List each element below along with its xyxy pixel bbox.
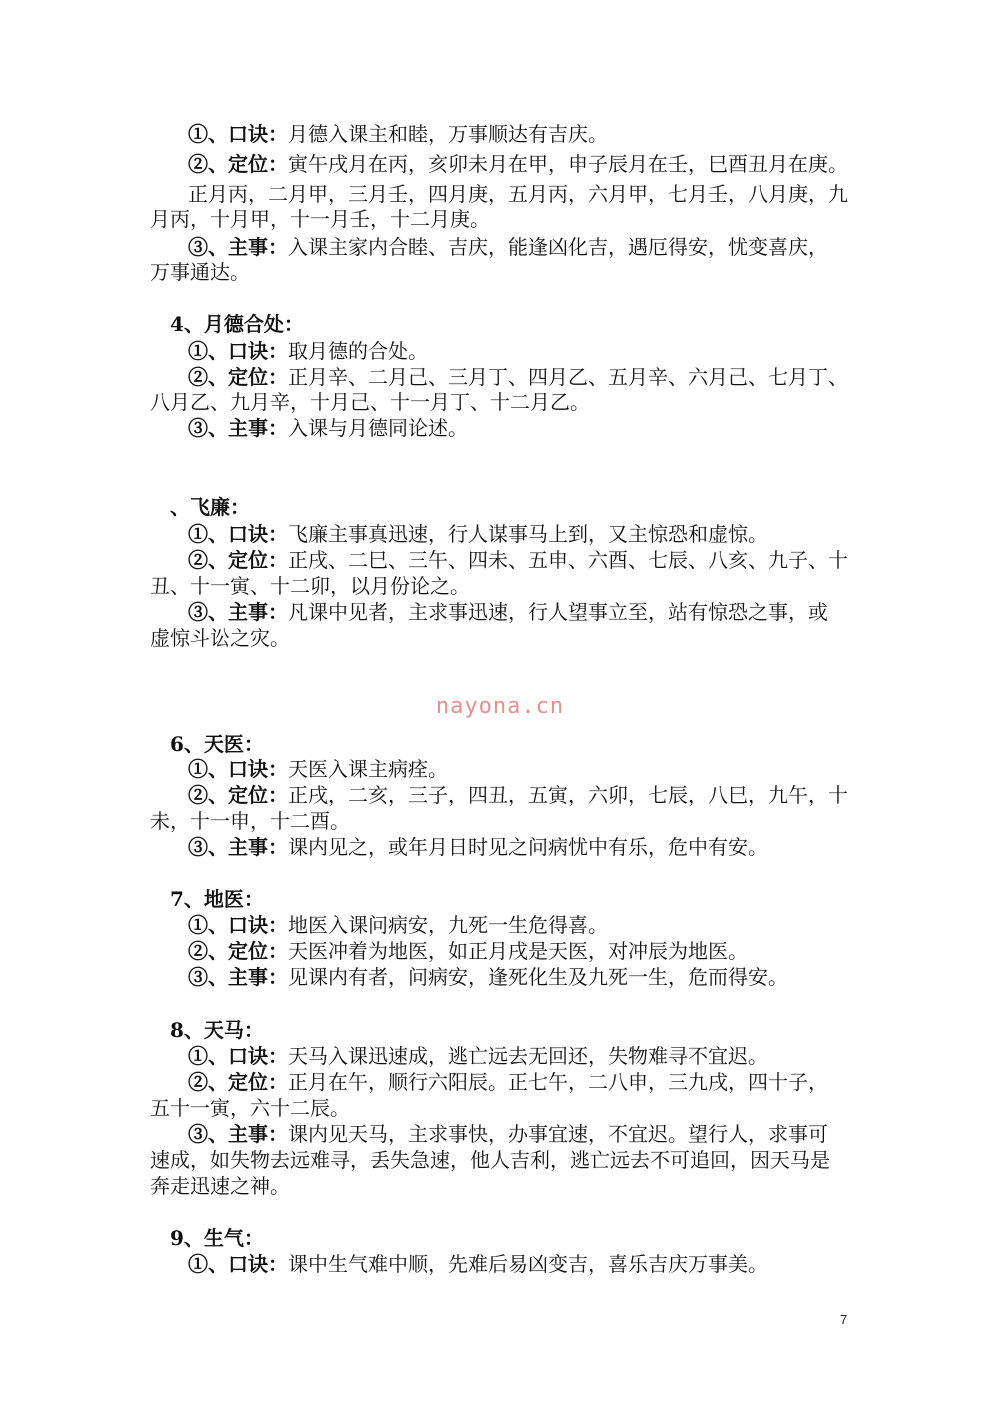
s5-line-2: ②、定位：正戌、二巳、三午、四未、五申、六酉、七辰、八亥、九子、十 [188, 548, 848, 572]
s4-line-1: ①、口诀：取月德的合处。 [188, 339, 428, 363]
s5-line-1: ①、口诀：飞廉主事真迅速，行人谋事马上到，又主惊恐和虚惊。 [188, 522, 768, 546]
s7-line-3: ③、主事：见课内有者，问病安，逢死化生及九死一生，危而得安。 [188, 965, 788, 989]
s8-line-5: 速成，如失物去远难寻，丢失急速，他人吉利，逃亡远去不可追回，因天马是 [150, 1148, 830, 1172]
s6-heading: 6、天医： [170, 732, 264, 756]
s3-line-6: 万事通达。 [150, 260, 250, 284]
s8-line-2: ②、定位：正月在午，顺行六阳辰。正七午，二八申，三九戌，四十子， [188, 1070, 828, 1094]
s4-line-3: 八月乙、九月辛，十月己、十一月丁、十二月乙。 [150, 390, 590, 414]
s8-line-4: ③、主事：课内见天马，主求事快，办事宜速，不宜迟。望行人，求事可 [188, 1122, 828, 1146]
s6-line-1: ①、口诀：天医入课主病痊。 [188, 757, 448, 781]
s9-line-1: ①、口诀：课中生气难中顺，先难后易凶变吉，喜乐吉庆万事美。 [188, 1252, 768, 1276]
s8-heading: 8、天马： [170, 1018, 264, 1042]
s5-line-3: 丑、十一寅、十二卯，以月份论之。 [150, 574, 470, 598]
s4-line-2: ②、定位：正月辛、二月己、三月丁、四月乙、五月辛、六月己、七月丁、 [188, 365, 848, 389]
s4-line-4: ③、主事：入课与月德同论述。 [188, 416, 468, 440]
s8-line-3: 五十一寅，六十二辰。 [150, 1096, 350, 1120]
s3-line-5: ③、主事：入课主家内合睦、吉庆，能逢凶化吉，遇厄得安，忧变喜庆， [188, 235, 828, 259]
s5-line-4: ③、主事：凡课中见者，主求事迅速，行人望事立至，站有惊恐之事，或 [188, 600, 828, 624]
s6-line-3: 未，十一申，十二酉。 [150, 809, 350, 833]
s5-line-5: 虚惊斗讼之灾。 [150, 626, 290, 650]
s8-line-1: ①、口诀：天马入课迅速成，逃亡远去无回还，失物难寻不宜迟。 [188, 1044, 768, 1068]
s4-heading: 4、月德合处： [170, 312, 304, 336]
page-number: 7 [840, 1312, 848, 1327]
s3-line-4: 月丙，十月甲，十一月壬，十二月庚。 [150, 207, 490, 231]
watermark: nayona.cn [435, 694, 565, 719]
s3-line-2: ②、定位：寅午戌月在丙，亥卯未月在甲，申子辰月在壬，巳酉丑月在庚。 [188, 152, 848, 176]
s6-line-4: ③、主事：课内见之，或年月日时见之问病忧中有乐，危中有安。 [188, 835, 768, 859]
s5-heading: 、飞廉： [170, 495, 250, 519]
s6-line-2: ②、定位：正戌，二亥，三子，四丑，五寅，六卯，七辰，八巳，九午，十 [188, 783, 848, 807]
s8-line-6: 奔走迅速之神。 [150, 1174, 290, 1198]
s7-line-2: ②、定位：天医冲着为地医，如正月戌是天医，对冲辰为地医。 [188, 939, 748, 963]
s9-heading: 9、生气： [170, 1226, 264, 1250]
s7-heading: 7、地医： [170, 887, 264, 911]
s7-line-1: ①、口诀：地医入课问病安，九死一生危得喜。 [188, 913, 608, 937]
s3-line-3: 正月丙，二月甲，三月壬，四月庚，五月丙，六月甲，七月壬，八月庚，九 [188, 182, 848, 206]
s3-line-1: ①、口诀：月德入课主和睦，万事顺达有吉庆。 [188, 122, 608, 146]
